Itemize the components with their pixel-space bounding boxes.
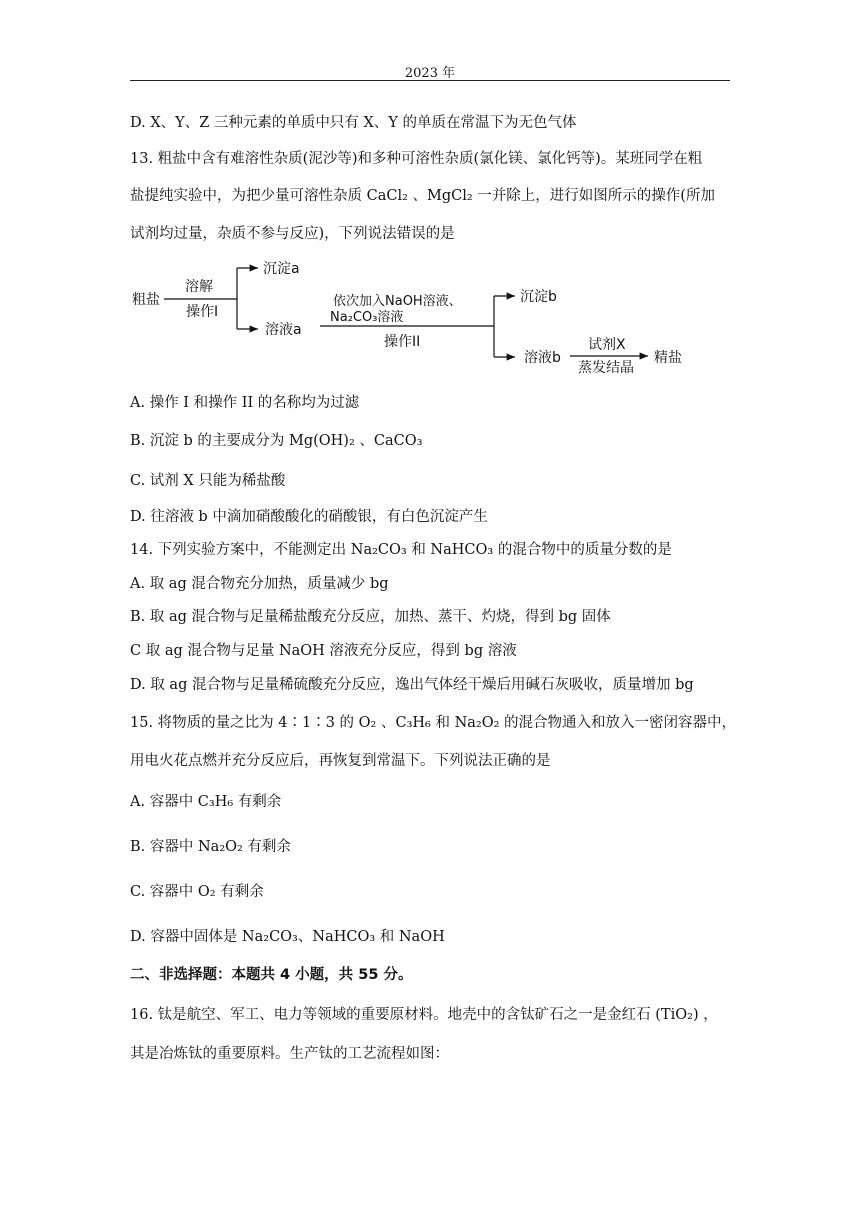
label-solution-b: 溶液b [524,350,561,366]
label-evaporate: 蒸发结晶 [578,360,634,376]
text-line: C. 容器中 O₂ 有剩余 [130,884,264,900]
label-op2: 操作II [384,334,421,350]
text-line: C. 试剂 X 只能为稀盐酸 [130,473,286,489]
label-reagents-line1: 依次加入NaOH溶液、 [333,294,462,309]
text-line: 用电火花点燃并充分反应后，再恢复到常温下。下列说法正确的是 [130,753,551,769]
text-line: B. 容器中 Na₂O₂ 有剩余 [130,839,291,855]
text-line: 15. 将物质的量之比为 4∶1∶3 的 O₂ 、C₃H₆ 和 Na₂O₂ 的混合物通入和放入一密闭容器中， [130,715,737,731]
text-line: D. X、Y、Z 三种元素的单质中只有 X、Y 的单质在常温下为无色气体 [130,115,577,131]
text-line: 试剂均过量，杂质不参与反应)，下列说法错误的是 [130,226,455,242]
label-reagents-line2: Na₂CO₃溶液 [330,310,404,325]
text-line: D. 往溶液 b 中滴加硝酸酸化的硝酸银，有白色沉淀产生 [130,509,488,525]
text-line: 14. 下列实验方案中，不能测定出 Na₂CO₃ 和 NaHCO₃ 的混合物中的质量分数的是 [130,542,672,558]
label-precip-a: 沉淀a [263,261,300,277]
purification-flowchart [130,252,730,382]
section-heading: 二、非选择题：本题共 4 小题，共 55 分。 [130,967,413,983]
text-line: A. 操作 I 和操作 II 的名称均为过滤 [130,395,360,411]
text-line: D. 容器中固体是 Na₂CO₃、NaHCO₃ 和 NaOH [130,929,445,945]
text-line: B. 取 ag 混合物与足量稀盐酸充分反应，加热、蒸干、灼烧，得到 bg 固体 [130,609,611,625]
label-precip-b: 沉淀b [520,289,557,305]
text-line: A. 容器中 C₃H₆ 有剩余 [130,794,282,810]
text-line: 其是冶炼钛的重要原料。生产钛的工艺流程如图： [130,1046,449,1062]
label-crude-salt: 粗盐 [132,292,160,308]
text-line: A. 取 ag 混合物充分加热，质量减少 bg [130,576,389,592]
text-line: 13. 粗盐中含有难溶性杂质(泥沙等)和多种可溶性杂质(氯化镁、氯化钙等)。某班同学在粗 [130,151,703,167]
label-op1: 操作I [186,304,219,320]
text-line: B. 沉淀 b 的主要成分为 Mg(OH)₂ 、CaCO₃ [130,433,423,449]
text-line: 盐提纯实验中，为把少量可溶性杂质 CaCl₂ 、MgCl₂ 一并除上，进行如图所示的操作(所加 [130,188,715,204]
header-rule [130,80,730,81]
label-reagent-x: 试剂X [588,337,626,353]
label-dissolve: 溶解 [185,279,213,295]
text-line: 16. 钛是航空、军工、电力等领域的重要原材料。地壳中的含钛矿石之一是金红石 (TiO₂) ， [130,1007,718,1023]
text-line: D. 取 ag 混合物与足量稀硫酸充分反应，逸出气体经干燥后用碱石灰吸收，质量增加 bg [130,677,694,693]
page-header-year: 2023 年 [404,66,456,81]
text-line: C 取 ag 混合物与足量 NaOH 溶液充分反应，得到 bg 溶液 [130,643,517,659]
label-refined-salt: 精盐 [654,350,682,366]
label-solution-a: 溶液a [265,322,302,338]
